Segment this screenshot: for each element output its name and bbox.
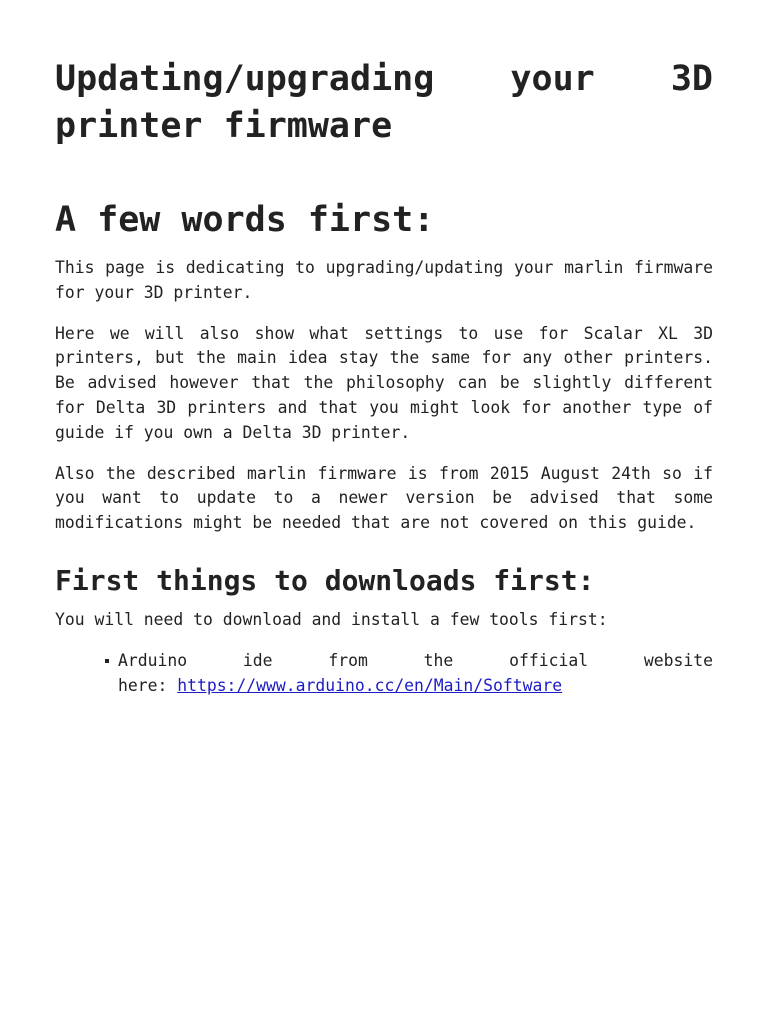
paragraph-tools-intro: You will need to download and install a few tools first: [55, 609, 608, 629]
paragraph-intro: This page is dedicating to upgrading/updating your marlin firmware for your 3D printer. [55, 258, 713, 302]
list-item [118, 649, 713, 699]
tools-list [55, 649, 713, 699]
list-item-text: Arduino ide from the official website [118, 650, 713, 670]
page-title: Updating/upgrading your 3D printer firmware [55, 59, 713, 146]
section-heading-downloads: First things to downloads first: [55, 563, 595, 597]
arduino-download-link[interactable]: https://www.arduino.cc/en/Main/Software [177, 675, 563, 695]
section-heading-few-words: A few words first: [55, 200, 435, 240]
paragraph-settings: Here we will also show what settings to use for Scalar XL 3D printers, but the main idea stay the same for any other printers. Be advised however that the philosophy can be slightly different for Delta 3D printers and that you might look for another type of guide if you own a Delta 3D printer. [55, 323, 713, 442]
paragraph-version-note: Also the described marlin firmware is from 2015 August 24th so if you want to update to a newer version be advised that some modifications might be needed that are not covered on this guide. [55, 463, 713, 533]
list-item-prefix: here: [118, 675, 178, 695]
bullet-icon [105, 659, 109, 663]
